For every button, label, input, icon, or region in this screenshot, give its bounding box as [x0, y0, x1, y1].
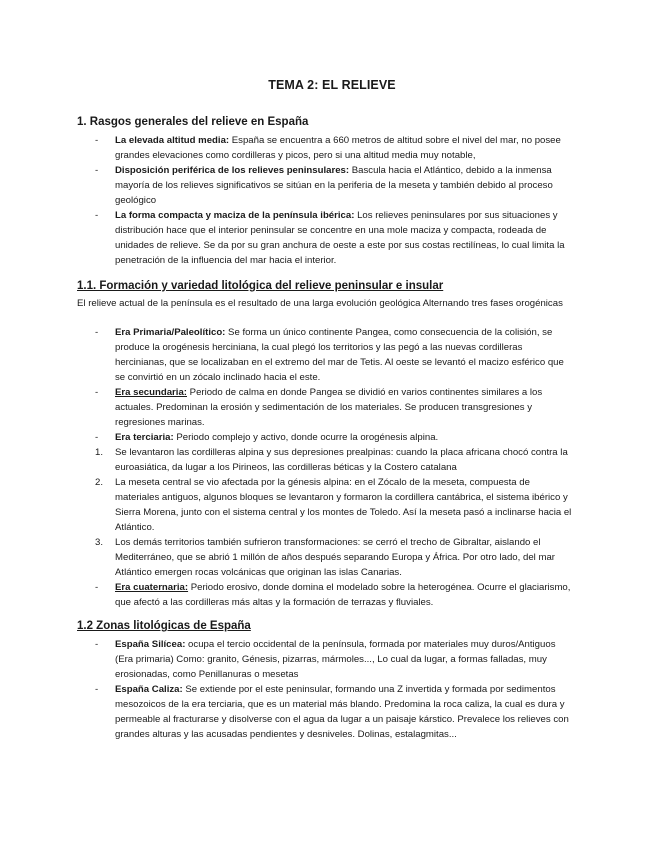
- list-rasgos: [95, 133, 575, 268]
- page-title: TEMA 2: EL RELIEVE: [268, 78, 396, 92]
- item-text: Los relieves peninsulares por sus situaciones y distribución hace que el interior peninsular se concentre en una mole maciza y compacta, rodeada de unidades de relieve. Se da por su gran anchura de oeste a este por sus costas rectilíneas, lo cual limita la penetración de la influencia del mar hacia el interior.: [115, 210, 565, 266]
- list-item: - Disposición periférica de los relieves peninsulares: Bascula hacia el Atlántico, debido a la inmensa mayoría de los relieves significativos se sitúan en la periferia de la meseta y también debido al proceso geológico: [95, 165, 553, 206]
- list-eras: [95, 325, 575, 610]
- item-label: Era secundaria:: [115, 387, 187, 398]
- list-item: 3. Los demás territorios también sufrieron transformaciones: se cerró el trecho de Gibraltar, aislando el Mediterráneo, que se abrió 1 millón de años después separando Europa y África. Por otro lado, del mar Atlántico emergen rocas volcánicas que originan las islas Canarias.: [95, 537, 555, 578]
- item-label: Era terciaria:: [115, 432, 174, 443]
- list-item: - Era terciaria: Periodo complejo y activo, donde ocurre la orogénesis alpina.: [95, 432, 439, 443]
- item-text: Se levantaron las cordilleras alpina y sus depresiones prealpinas: cuando la placa africana chocó contra la euroasiática, da lugar a los Pirineos, las cordilleras béticas y la Costero catalana: [115, 447, 568, 473]
- item-text: España se encuentra a 660 metros de altitud sobre el nivel del mar, no posee grandes elevaciones como cordilleras y picos, pero si una altitud media muy notable,: [115, 135, 561, 161]
- list-item: - Era Primaria/Paleolítico: Se forma un único continente Pangea, como consecuencia de la colisión, se produce la orogénesis herciniana, la cual plegó los territorios y las pegó a las nuevas cordilleras hercinianas, que se localizaban en el extremo del mar de Tetis. Al oeste se levantó el macizo esférico que se convirtió en un zócalo inclinado hacia el este.: [95, 327, 564, 383]
- item-label: Era cuaternaria:: [115, 582, 189, 593]
- list-item: - La forma compacta y maciza de la península ibérica: Los relieves peninsulares por sus situaciones y distribución hace que el interior peninsular se concentre en una mole maciza y compacta, rodeada de unidades de relieve. Se da por su gran anchura de oeste a este por sus costas rectilíneas, lo cual limita la penetración de la influencia del mar hacia el interior.: [95, 210, 565, 266]
- section-intro: El relieve actual de la península es el resultado de una larga evolución geológica Alternando tres fases orogénicas: [77, 298, 563, 309]
- list-item: - Era cuaternaria: Periodo erosivo, donde domina el modelado sobre la heterogénea. Ocurre el glaciarismo, que afectó a las cordilleras más altas y la formación de terrazas y fluviales.: [95, 582, 571, 608]
- item-text: Periodo de calma en donde Pangea se dividió en varios continentes similares a los actuales. Predominan la erosión y sedimentación de los materiales. Se producen transgresiones y regresiones marinas.: [115, 387, 543, 428]
- list-item: - La elevada altitud media: España se encuentra a 660 metros de altitud sobre el nivel del mar, no posee grandes elevaciones como cordilleras y picos, pero si una altitud media muy notable,: [95, 135, 561, 161]
- section-heading-zonas: 1.2 Zonas litológicas de España: [77, 620, 251, 632]
- section-heading-rasgos: 1. Rasgos generales del relieve en España: [77, 116, 309, 128]
- item-text: Se forma un único continente Pangea, como consecuencia de la colisión, se produce la orogénesis herciniana, la cual plegó los territorios y las pegó a las nuevas cordilleras hercinianas, que se localizaban en el extremo del mar de Tetis. Al oeste se levantó el macizo esférico que se convirtió en un zócalo inclinado hacia el este.: [115, 327, 564, 383]
- item-text: Se extiende por el este peninsular, formando una Z invertida y formada por sedimentos mesozoicos de la era terciaria, que es un material más blando. Predomina la roca caliza, la cual es dura y permeable al fracturarse y disolverse con el agua da lugar a un paisaje kárstico. Prevalece los relieves con grandes alturas y las acusadas pendientes y desniveles. Dolinas, estalagmitas...: [115, 684, 569, 740]
- item-text: Los demás territorios también sufrieron transformaciones: se cerró el trecho de Gibraltar, aislando el Mediterráneo, que se abrió 1 millón de años después separando Europa y África. Por otro lado, del mar Atlántico emergen rocas volcánicas que originan las islas Canarias.: [115, 537, 555, 578]
- item-text: Periodo erosivo, donde domina el modelado sobre la heterogénea. Ocurre el glaciarismo, que afectó a las cordilleras más altas y la formación de terrazas y fluviales.: [115, 582, 571, 608]
- list-item: - España Caliza: Se extiende por el este peninsular, formando una Z invertida y formada por sedimentos mesozoicos de la era terciaria, que es un material más blando. Predomina la roca caliza, la cual es dura y permeable al fracturarse y disolverse con el agua da lugar a un paisaje kárstico. Prevalece los relieves con grandes alturas y las acusadas pendientes y desniveles. Dolinas, estalagmitas...: [95, 684, 569, 740]
- list-item: 2. La meseta central se vio afectada por la génesis alpina: en el Zócalo de la meseta, compuesta de materiales antiguos, algunos bloques se levantaron y formaron la cordillera cantábrica, el sistema ibérico y Sierra Morena, junto con el sistema central y los montes de Toledo. Así la meseta pasó a inclinarse hacia el Atlántico.: [95, 477, 572, 533]
- item-label: Era Primaria/Paleolítico:: [115, 327, 226, 338]
- list-item: - España Silícea: ocupa el tercio occidental de la península, formada por materiales muy duros/Antiguos (Era primaria) Como: granito, Génesis, pizarras, mármoles..., Lo cual da lugar, a formas falladas, muy erosionadas, como Penillanuras o mesetas: [95, 639, 556, 680]
- item-label: La elevada altitud media:: [115, 135, 230, 146]
- item-text: ocupa el tercio occidental de la península, formada por materiales muy duros/Antiguos (Era primaria) Como: granito, Génesis, pizarras, mármoles..., Lo cual da lugar, a formas falladas, muy erosionadas, como Penillanuras o mesetas: [115, 639, 556, 680]
- item-text: Periodo complejo y activo, donde ocurre la orogénesis alpina.: [173, 432, 439, 443]
- list-zonas: [95, 637, 575, 742]
- list-item: 1. Se levantaron las cordilleras alpina y sus depresiones prealpinas: cuando la placa africana chocó contra la euroasiática, da lugar a los Pirineos, las cordilleras béticas y la Costero catalana: [95, 447, 568, 473]
- list-item: - Era secundaria: Periodo de calma en donde Pangea se dividió en varios continentes similares a los actuales. Predominan la erosión y sedimentación de los materiales. Se producen transgresiones y regresiones marinas.: [95, 387, 543, 428]
- item-label: Disposición periférica de los relieves peninsulares:: [115, 165, 350, 176]
- item-text: Bascula hacia el Atlántico, debido a la inmensa mayoría de los relieves significativos se sitúan en la periferia de la meseta y también debido al proceso geológico: [115, 165, 553, 206]
- item-label: España Caliza:: [115, 684, 183, 695]
- item-text: La meseta central se vio afectada por la génesis alpina: en el Zócalo de la meseta, compuesta de materiales antiguos, algunos bloques se levantaron y formaron la cordillera cantábrica, el sistema ibérico y Sierra Morena, junto con el sistema central y los montes de Toledo. Así la meseta pasó a inclinarse hacia el Atlántico.: [115, 477, 572, 533]
- section-heading-formacion: 1.1. Formación y variedad litológica del relieve peninsular e insular: [77, 280, 444, 292]
- item-label: España Silícea:: [115, 639, 186, 650]
- item-label: La forma compacta y maciza de la península ibérica:: [115, 210, 355, 221]
